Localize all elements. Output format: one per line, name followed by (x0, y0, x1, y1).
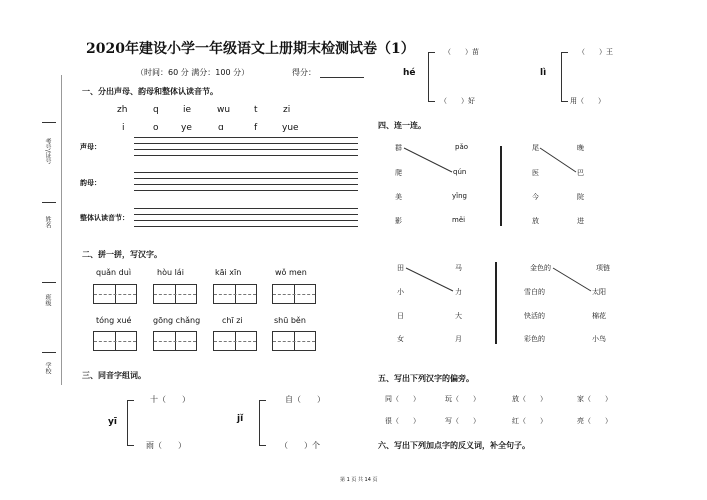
match-right-item: yǐng (452, 192, 467, 200)
match-right-item: 大 (455, 312, 462, 320)
radical-item: 玩（ ） (445, 395, 480, 403)
pinyin-ie: ie (183, 105, 192, 115)
li-word-bottom: 用（ ） (570, 97, 605, 105)
pinyin-yi: yī (108, 417, 117, 427)
match-right-item: pǎo (455, 143, 469, 151)
pinyin-chi-zi: chī zi (222, 316, 243, 325)
match-right-item: 巴 (577, 169, 584, 177)
section2-heading: 二、拼一拼，写汉字。 (82, 250, 162, 259)
match-right-item: 太阳 (592, 288, 606, 296)
exam-time-score: （时间：60 分 满分：100 分） (136, 68, 250, 77)
match-left-item: 放 (532, 217, 539, 225)
radical-item: 红（ ） (512, 417, 547, 425)
pinyin-zh: zh (117, 105, 128, 115)
pinyin-ye: ye (181, 123, 192, 133)
he-word-top: （ ）苗 (444, 48, 479, 56)
score-label: 得分： (292, 68, 316, 77)
pinyin-o: o (153, 123, 159, 133)
label-yunmu: 韵母： (80, 179, 101, 187)
yi-word-bottom: 雨（ ） (146, 441, 186, 450)
match-right-item: 晚 (577, 144, 584, 152)
radical-item: 很（ ） (385, 417, 420, 425)
match-left-item: 彩色的 (524, 335, 545, 343)
radical-item: 亮（ ） (577, 417, 612, 425)
pinyin-gong-chang: gōng chǎng (153, 316, 201, 325)
match-right-item: 小鸟 (592, 335, 606, 343)
match-right-item: 月 (455, 335, 462, 343)
match-right-item: měi (452, 216, 466, 224)
pinyin-quan-dui: quǎn duì (96, 268, 132, 277)
pinyin-he: hé (403, 68, 416, 78)
side-label-class: 班级 (44, 294, 51, 306)
pinyin-a: ɑ (218, 123, 224, 133)
label-zhengti: 整体认读音节： (80, 214, 129, 222)
pinyin-t: t (254, 105, 258, 115)
ji-word-top: 自（ ） (285, 395, 325, 404)
match-left-item: 金色的 (530, 264, 551, 272)
radical-item: 同（ ） (385, 395, 420, 403)
section3-heading: 三、同音字组词。 (82, 371, 146, 380)
match-left-item: 美 (395, 193, 402, 201)
radical-item: 写（ ） (445, 417, 480, 425)
match-right-item: qún (453, 168, 467, 176)
pinyin-ji: jǐ (237, 414, 244, 424)
ji-word-bottom: （ ）个 (280, 441, 320, 450)
match-left-item: 爬 (395, 169, 402, 177)
li-word-top: （ ）王 (578, 48, 613, 56)
match-left-item: 日 (397, 312, 404, 320)
match-left-item: 尾 (532, 144, 539, 152)
match-left-item: 快活的 (524, 312, 545, 320)
pinyin-i: i (122, 123, 125, 133)
pinyin-q: q (153, 105, 159, 115)
radical-item: 家（ ） (577, 395, 612, 403)
match-right-item: 进 (577, 217, 584, 225)
pinyin-hou-lai: hòu lái (157, 268, 184, 277)
pinyin-shu-ben: shū běn (274, 316, 306, 325)
pinyin-yue: yue (282, 123, 299, 133)
match-left-item: 雪白的 (524, 288, 545, 296)
match-left-item: 田 (397, 264, 404, 272)
match-right-item: 院 (577, 193, 584, 201)
section1-heading: 一、分出声母、韵母和整体认读音节。 (82, 87, 218, 96)
label-shengmu: 声母： (80, 143, 101, 151)
pinyin-f: f (254, 123, 258, 133)
page-title: 2020年建设小学一年级语文上册期末检测试卷（1） (86, 41, 415, 57)
pinyin-kai-xin: kāi xīn (215, 268, 242, 277)
he-word-bottom: （ ）好 (440, 97, 475, 105)
section4-heading: 四、连一连。 (378, 121, 426, 130)
side-label-school: 学校 (44, 362, 51, 374)
page-footer: 第 1 页 共 14 页 (340, 477, 378, 483)
section6-heading: 六、写出下列加点字的反义词，补全句子。 (378, 441, 530, 450)
pinyin-wo-men: wǒ men (275, 268, 307, 277)
match-left-item: 小 (397, 288, 404, 296)
radical-item: 放（ ） (512, 395, 547, 403)
match-left-item: 医 (532, 169, 539, 177)
match-right-item: 力 (455, 288, 462, 296)
match-left-item: 影 (395, 217, 402, 225)
section5-heading: 五、写出下列汉字的偏旁。 (378, 374, 474, 383)
match-left-item: 今 (532, 193, 539, 201)
pinyin-zi: zi (283, 105, 291, 115)
match-right-item: 棉花 (592, 312, 606, 320)
match-left-item: 群 (395, 144, 402, 152)
match-right-item: 马 (455, 264, 462, 272)
match-right-item: 项链 (596, 264, 610, 272)
match-left-item: 女 (397, 335, 404, 343)
pinyin-tong-xue: tóng xué (96, 316, 132, 325)
pinyin-li: lì (540, 68, 547, 78)
yi-word-top: 十（ ） (150, 395, 190, 404)
side-label-id: 考号/证号 (44, 138, 51, 165)
pinyin-wu: wu (217, 105, 231, 115)
side-label-name: 姓名 (44, 216, 51, 228)
